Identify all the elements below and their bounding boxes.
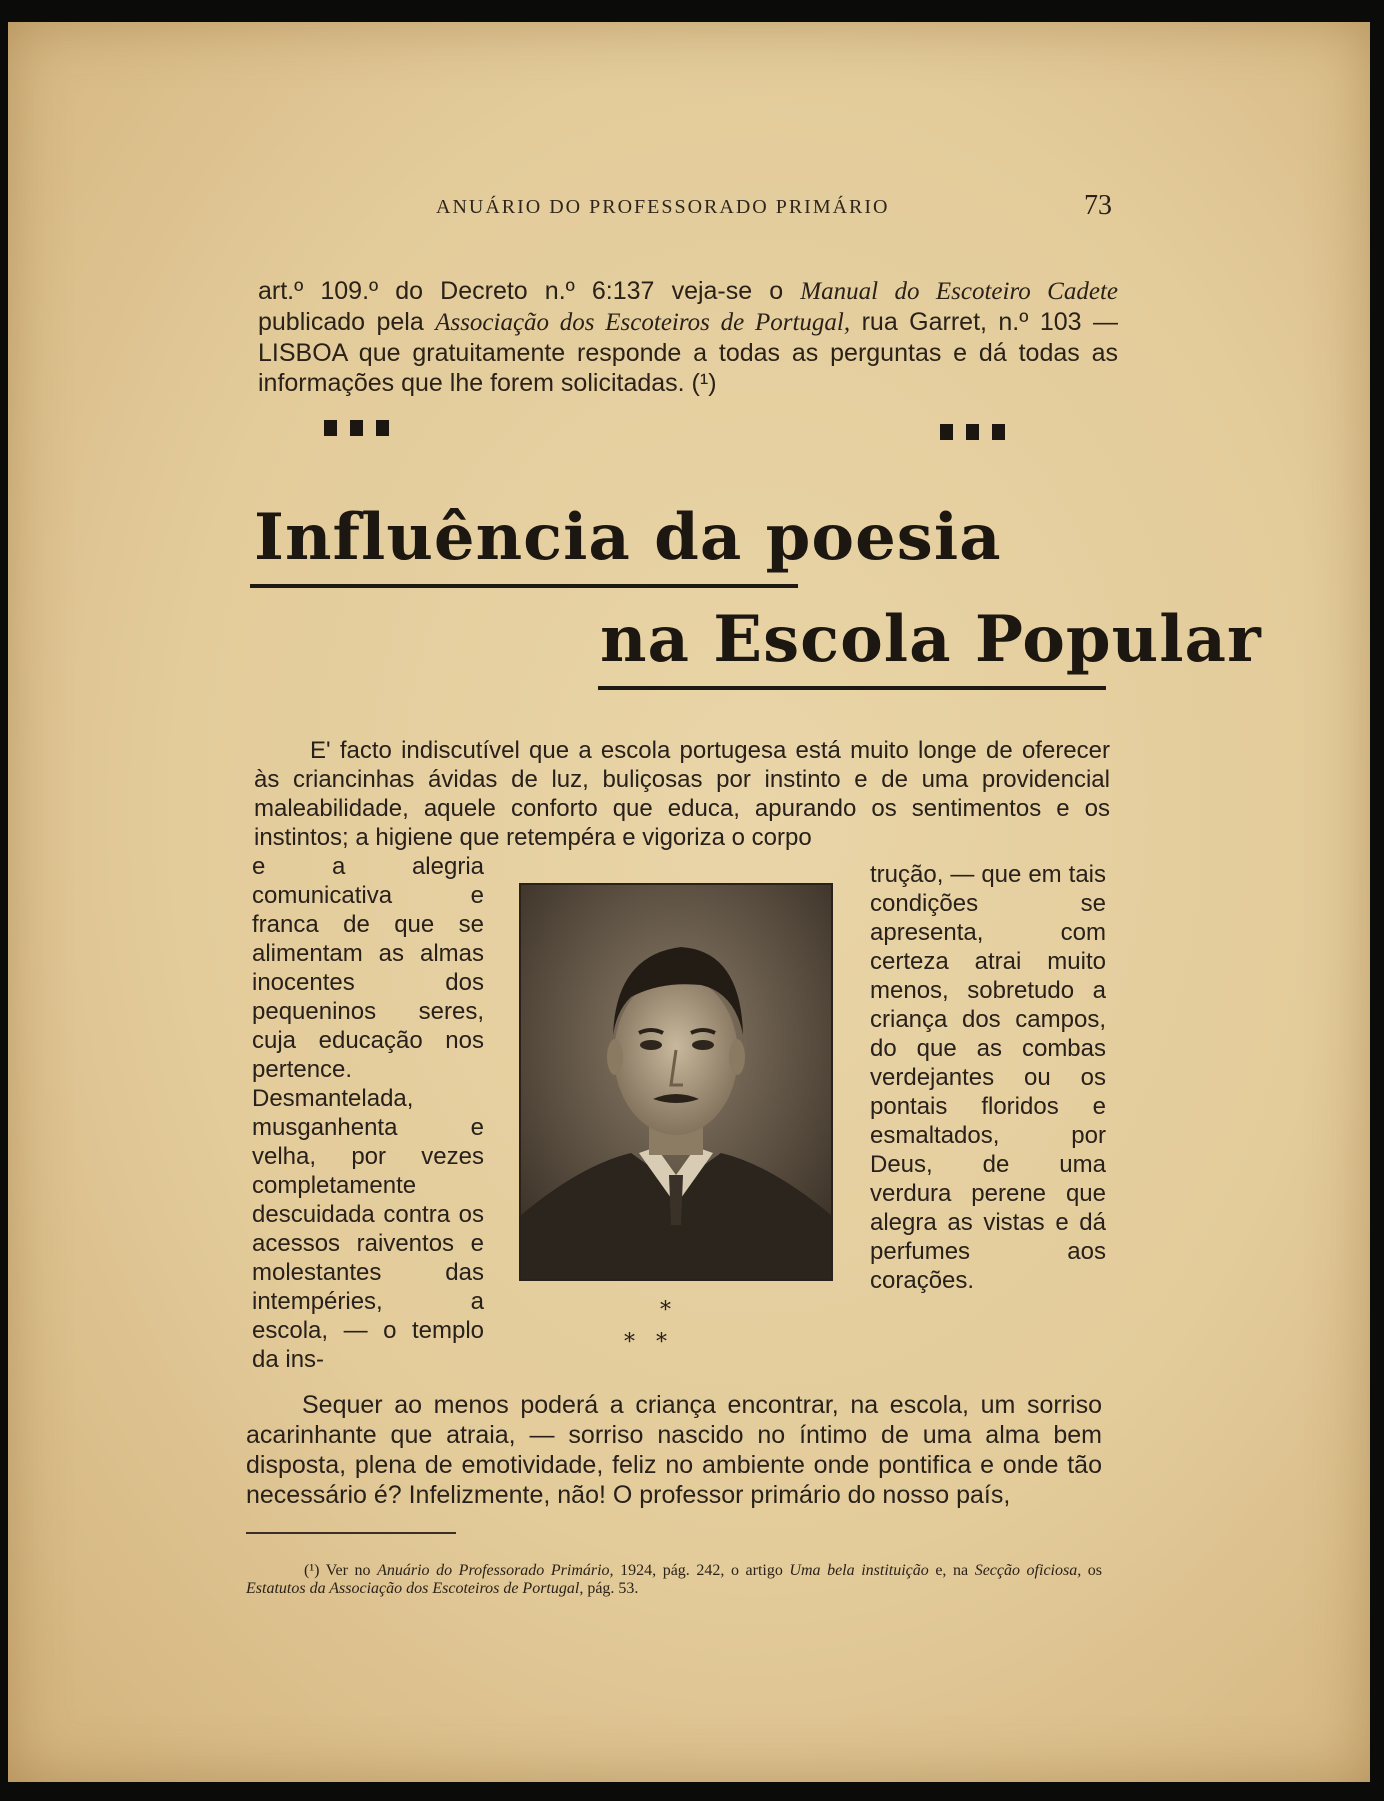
separator-asterisk: * * [624,1330,667,1355]
article-column-right: trução, — que em tais condições se apresenta, com certeza atrai muito menos, sobretudo a criança dos campos, do que as combas verdejantes ou os pontais floridos e esmaltados, por Deus, de uma verdura perene que alegra as vistas e dá perfumes aos corações. [870,861,1106,1294]
ornament-square [324,420,337,436]
intro-text-1: art.º 109.º do Decreto n.º 6:137 veja-se o [258,277,801,305]
ornament-square [376,420,389,436]
article-column-left: e a alegria comunicativa e franca de que se alimentam as almas inocentes dos pequeninos seres, cuja educação nos pertence. Desmantelada, musganhenta e velha, por vezes completamente descuidada contra os acessos raiventos e molestantes das intempéries, a escola, — o templo da ins- [252,853,484,1373]
footnote [246,1562,1102,1598]
footnote-article-title: Uma bela instituição [789,1562,929,1579]
article-title-line-2: na Escola Popular [600,602,1262,677]
footnote-lead: (¹) Ver no [304,1562,378,1579]
ornament-square [350,420,363,436]
separator-asterisk: * [660,1298,671,1323]
footnote-section: Secção oficiosa, [974,1562,1082,1579]
title-underline [598,686,1106,690]
title-underline [250,584,798,588]
intro-text-2: publicado pela [258,308,436,336]
footnote-mid2: e, na [928,1562,975,1579]
footnote-statutes: Estatutos da Associação dos Escoteiros de Portugal, [246,1580,584,1597]
article-paragraph-1: E' facto indiscutível que a escola portugesa está muito longe de oferecer às criancinhas ávidas de luz, buliçosas por instinto e de uma providencial maleabilidade, aquele conforto que educa, apurando os sentimentos e os instintos; a higiene que retempéra e vigoriza o corpo [254,737,1110,851]
article-title-line-1: Influência da poesia [254,500,1002,575]
book-page [8,22,1370,1782]
manual-title: Manual do Escoteiro Cadete [800,278,1118,305]
footnote-tail: pág. 53. [583,1580,639,1597]
running-header: ANUÁRIO DO PROFESSORADO PRIMÁRIO [436,196,890,218]
portrait-image [521,885,831,1279]
ornament-square [966,424,979,440]
article-paragraph-2: Sequer ao menos poderá a criança encontrar, na escola, um sorriso acarinhante que atraia, — sorriso nascido no íntimo de uma alma bem disposta, plena de emotividade, feliz no ambiente onde pontifica e onde tão necessário é? Infelizmente, não! O professor primário do nosso país, [246,1391,1102,1509]
footnote-mid3: os [1081,1562,1103,1579]
intro-paragraph [258,276,1118,398]
footnote-yearbook: Anuário do Professorado Primário, [377,1562,614,1579]
association-name: Associação dos Escoteiros de Portugal, [435,309,851,336]
page-number: 73 [1084,190,1112,221]
portrait-photo [519,883,833,1281]
footnote-rule [246,1532,456,1534]
intro-text-3: rua Garret, n.º 103 — LISBOA que gratuitamente responde a todas as perguntas e dá todas as informações que lhe forem solicitadas. (¹) [258,308,1118,397]
footnote-mid: 1924, pág. 242, o artigo [613,1562,790,1579]
ornament-square [992,424,1005,440]
ornament-square [940,424,953,440]
